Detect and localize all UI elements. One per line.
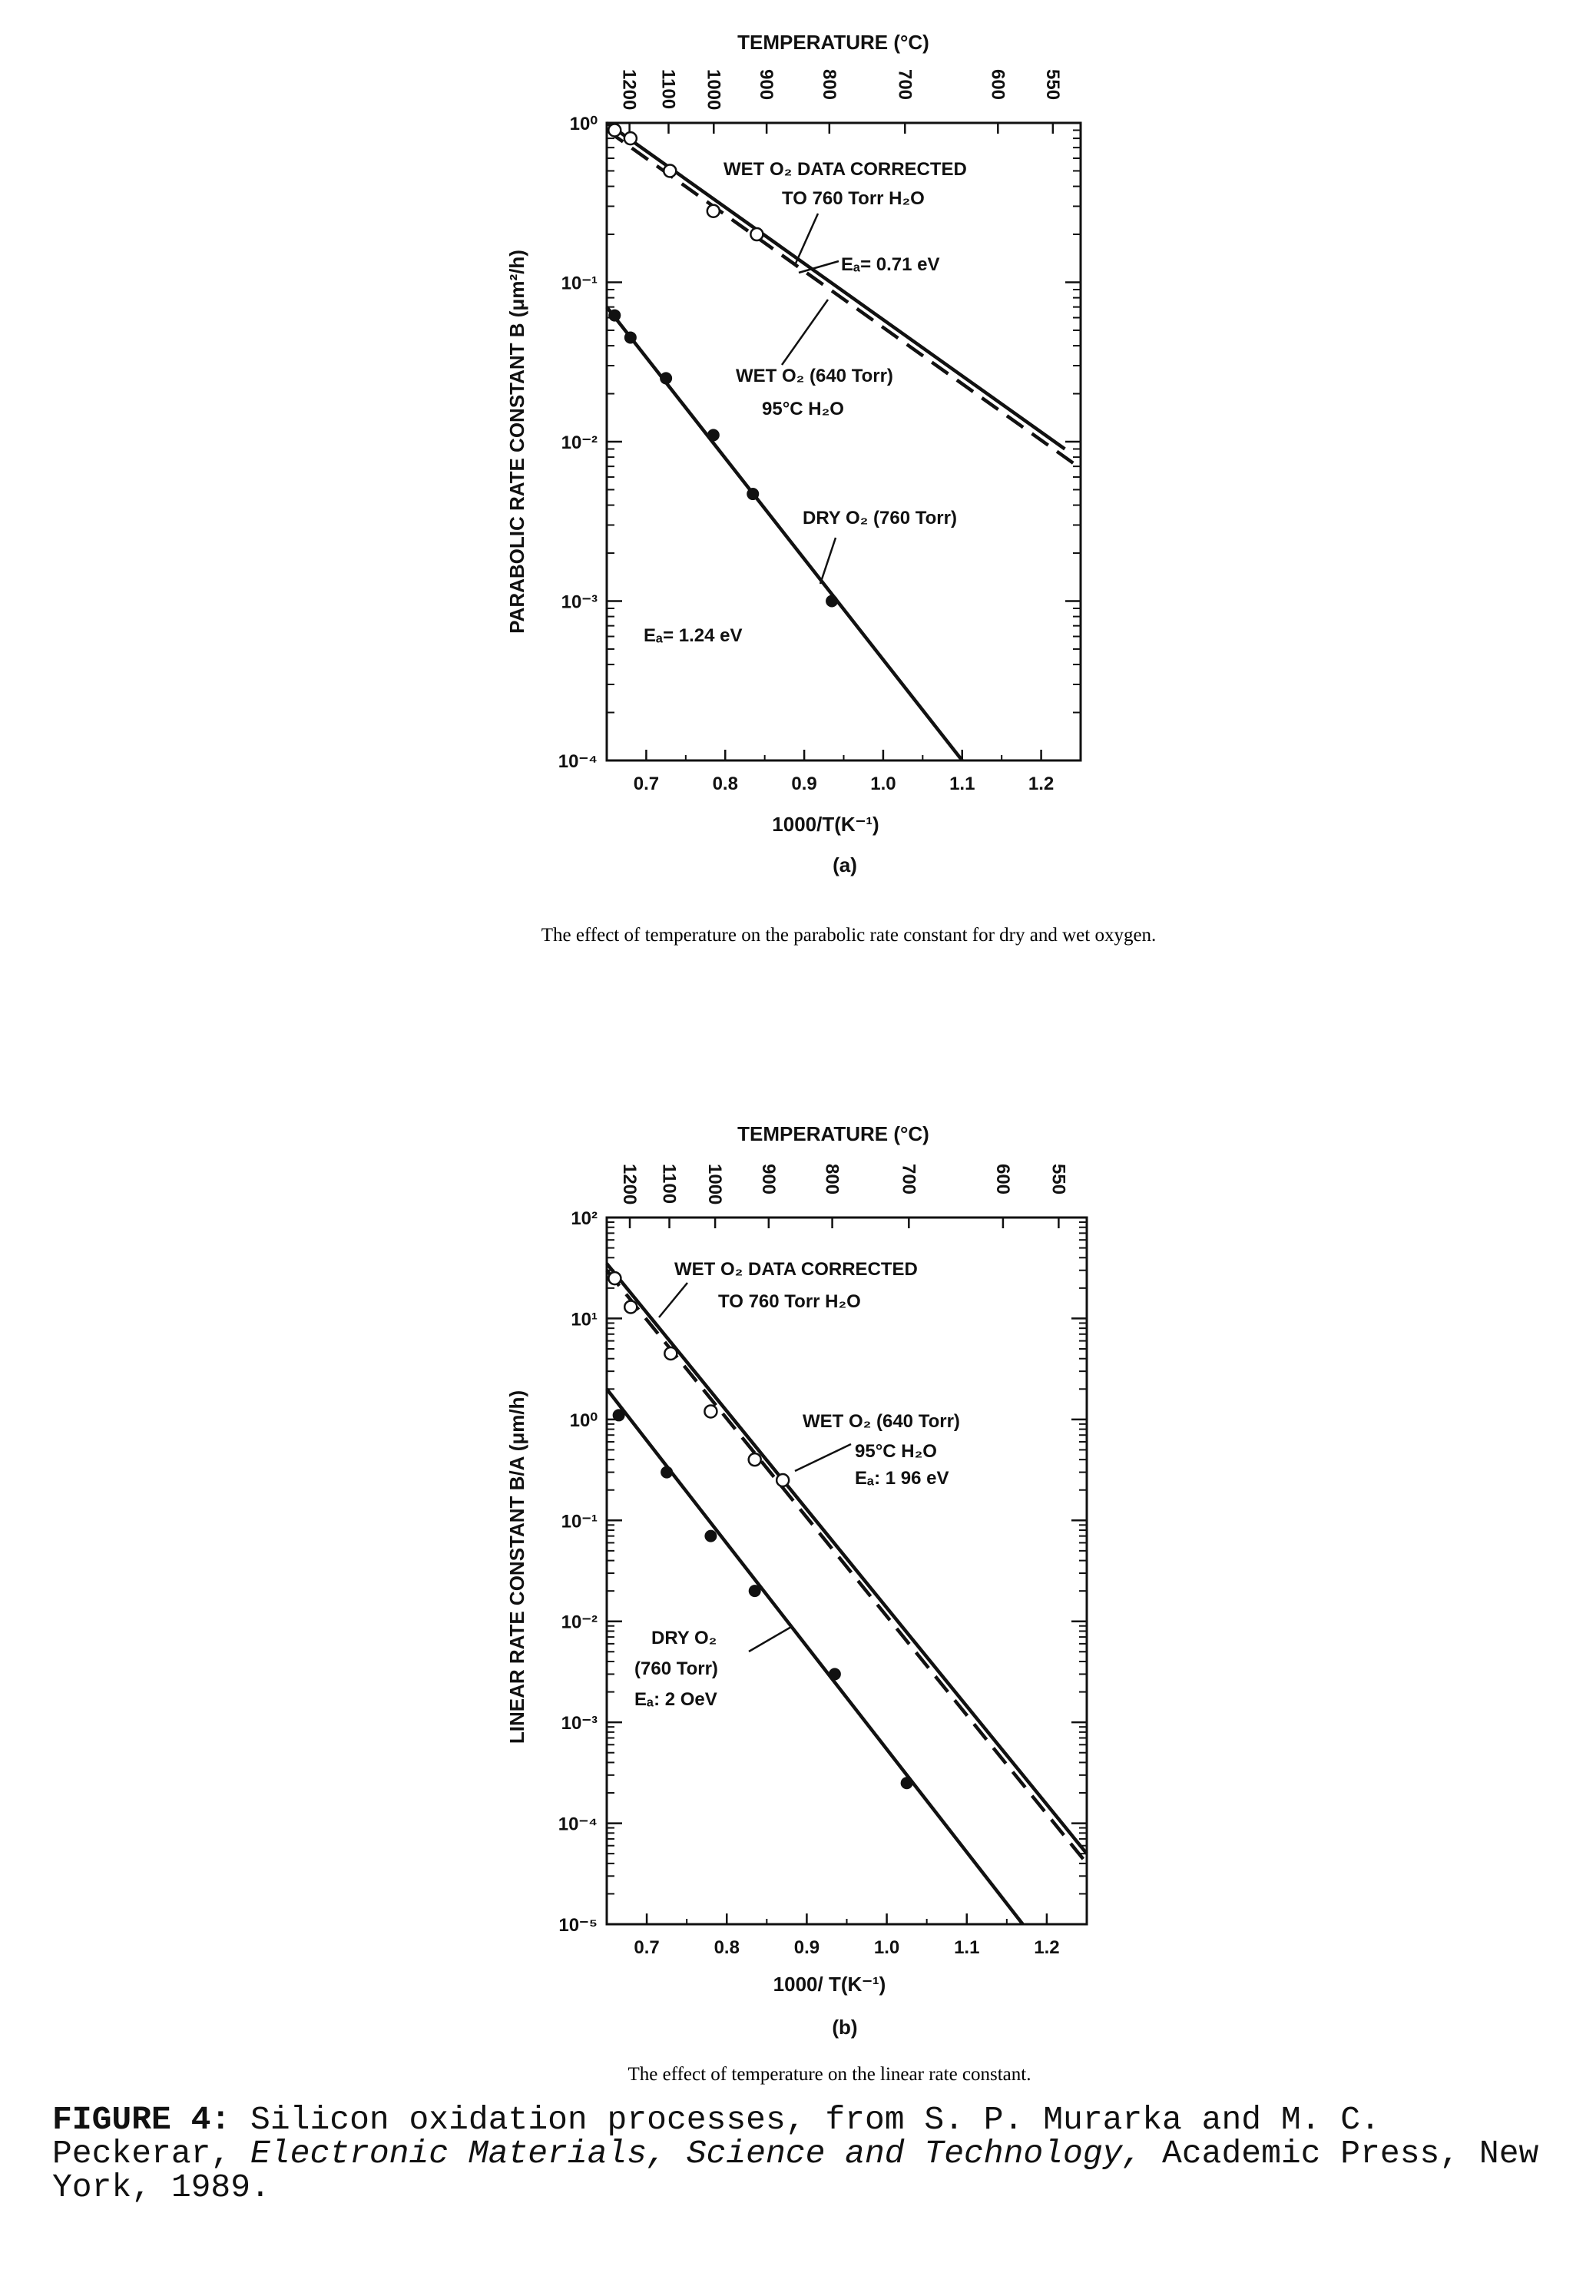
chart-b-wet-data-point: [749, 1453, 761, 1466]
chart-a-annotation-wet-corrected-2: TO 760 Torr H₂O: [782, 188, 925, 209]
chart-b-top-tick-label: 1200: [619, 1164, 641, 1205]
chart-b-y-tick-label: 10⁻⁴: [558, 1814, 598, 1835]
chart-b-dry-data-point: [661, 1466, 673, 1479]
chart-a-annotation-wet-640-2: 95°C H₂O: [762, 399, 844, 419]
figure-caption: [52, 2103, 1558, 2205]
chart-a-plot-frame: [607, 123, 1081, 760]
chart-b-y-tick-label: 10⁰: [569, 1410, 598, 1431]
chart-a-dry-data-point: [747, 488, 759, 500]
chart-b-y-tick-label: 10¹: [571, 1309, 598, 1330]
chart-b-dry-data-point: [829, 1668, 841, 1680]
chart-b-annotation-ea-dry: Eₐ: 2 OeV: [634, 1689, 717, 1710]
chart-a-leader-wet-640: [782, 300, 828, 365]
figure-caption-text-2: Academic Press, New York, 1989.: [52, 2135, 1539, 2206]
chart-b: [505, 1122, 1087, 2039]
chart-b-dry-data-point: [901, 1777, 913, 1789]
chart-a-leader-wet-corrected: [795, 214, 818, 265]
chart-a-top-tick-label: 1100: [657, 69, 679, 110]
figure-caption-text-1: Silicon oxidation processes, from S. P. Murarka and M. C. Peckerar,: [52, 2101, 1380, 2172]
chart-b-x-tick-label: 0.8: [714, 1937, 740, 1958]
chart-a-y-tick-label: 10⁻³: [561, 591, 598, 613]
chart-b-wet-data-point: [608, 1272, 621, 1284]
chart-a: [505, 31, 1081, 876]
chart-a-top-tick-label: 600: [987, 69, 1008, 101]
chart-a-top-tick-label: 1200: [618, 69, 640, 111]
chart-b-plot-frame: [607, 1218, 1087, 1924]
chart-a-annotation-ea-dry: Eₐ= 1.24 eV: [644, 625, 743, 646]
chart-b-dry-data-point: [613, 1409, 625, 1421]
chart-b-caption: The effect of temperature on the linear rate constant.: [627, 2064, 1031, 2085]
chart-a-dry-data-point: [707, 429, 720, 441]
chart-a-caption: The effect of temperature on the parabolic rate constant for dry and wet oxygen.: [541, 925, 1157, 946]
chart-a-dry-data-point: [624, 331, 637, 343]
chart-b-x-tick-label: 0.7: [634, 1937, 660, 1958]
chart-b-annotation-dry-2: (760 Torr): [634, 1658, 718, 1679]
chart-b-x-tick-label: 0.9: [793, 1937, 820, 1958]
chart-b-top-tick-label: 1100: [658, 1164, 680, 1204]
chart-a-y-axis-label: PARABOLIC RATE CONSTANT B (μm²/h): [505, 250, 528, 634]
chart-b-marks: [607, 1264, 1087, 1924]
chart-a-wet-data-point: [624, 132, 637, 144]
chart-b-series-line-1: [607, 1264, 1087, 1854]
chart-b-top-tick-label: 600: [992, 1164, 1013, 1195]
chart-b-y-tick-label: 10⁻³: [561, 1713, 598, 1734]
chart-a-x-axis-label: 1000/T(K⁻¹): [772, 813, 879, 836]
chart-a-top-tick-label: 550: [1041, 69, 1063, 101]
chart-a-marks: [607, 123, 1081, 760]
chart-a-annotation-wet-corrected-1: WET O₂ DATA CORRECTED: [723, 159, 967, 180]
chart-b-series-line-2: [607, 1271, 1087, 1864]
chart-a-x-tick-label: 1.2: [1028, 774, 1055, 794]
chart-a-top-tick-label: 1000: [703, 69, 724, 111]
chart-a-y-tick-label: 10⁻²: [561, 432, 598, 453]
chart-a-top-tick-label: 700: [894, 69, 916, 101]
chart-a-leader-dry: [820, 538, 836, 584]
figure-caption-book-title: Electronic Materials, Science and Technology,: [250, 2135, 1143, 2172]
chart-a-annotation-wet-640-1: WET O₂ (640 Torr): [736, 366, 893, 386]
chart-b-dry-data-point: [749, 1585, 761, 1597]
chart-b-top-tick-label: 1000: [704, 1164, 726, 1205]
chart-b-x-axis-label: 1000/ T(K⁻¹): [773, 1973, 886, 1996]
chart-b-top-axis-label: TEMPERATURE (°C): [737, 1122, 929, 1145]
chart-b-y-tick-label: 10⁻²: [561, 1612, 598, 1633]
chart-a-y-tick-label: 10⁰: [569, 114, 598, 134]
chart-b-top-tick-label: 800: [821, 1164, 843, 1195]
chart-b-annotation-dry-1: DRY O₂: [651, 1628, 717, 1648]
chart-b-wet-data-point: [664, 1347, 677, 1360]
chart-a-top-tick-label: 900: [756, 69, 777, 101]
chart-b-annotation-wet-640-2: 95°C H₂O: [855, 1441, 937, 1462]
chart-a-y-tick-label: 10⁻¹: [561, 273, 598, 294]
chart-b-panel-label: (b): [832, 2016, 858, 2039]
chart-a-dry-data-point: [826, 595, 838, 608]
chart-b-leader-dry: [749, 1627, 791, 1652]
chart-b-leader-wet-corrected: [659, 1283, 687, 1317]
chart-b-annotation-ea-wet: Eₐ: 1 96 eV: [855, 1468, 949, 1489]
chart-a-wet-data-point: [750, 228, 763, 240]
chart-b-y-tick-label: 10⁻⁵: [558, 1915, 598, 1936]
chart-b-leader-wet-640: [795, 1444, 851, 1471]
chart-a-x-tick-label: 1.0: [870, 774, 896, 794]
chart-b-y-tick-label: 10²: [571, 1208, 598, 1229]
chart-a-top-tick-label: 800: [818, 69, 839, 101]
chart-b-y-tick-label: 10⁻¹: [561, 1511, 598, 1532]
chart-b-wet-data-point: [776, 1474, 789, 1486]
chart-b-y-axis-label: LINEAR RATE CONSTANT B/A (μm/h): [505, 1390, 528, 1744]
chart-a-dry-data-point: [608, 310, 621, 322]
chart-b-x-tick-label: 1.1: [954, 1937, 980, 1958]
chart-a-annotation-dry: DRY O₂ (760 Torr): [803, 508, 957, 528]
figure-caption-label: FIGURE 4:: [52, 2101, 231, 2139]
chart-a-dry-data-point: [660, 372, 672, 384]
chart-b-ticks: [558, 1164, 1087, 1958]
chart-b-annotation-wet-corrected-1: WET O₂ DATA CORRECTED: [674, 1259, 918, 1280]
chart-a-wet-data-point: [608, 124, 621, 136]
chart-b-wet-data-point: [624, 1300, 637, 1313]
chart-a-x-tick-label: 0.8: [712, 774, 738, 794]
chart-b-x-tick-label: 1.2: [1034, 1937, 1060, 1958]
chart-b-annotation-wet-corrected-2: TO 760 Torr H₂O: [718, 1291, 861, 1312]
chart-a-wet-data-point: [707, 205, 720, 217]
chart-a-panel-label: (a): [833, 853, 857, 876]
chart-a-wet-data-point: [664, 164, 676, 177]
chart-a-x-tick-label: 1.1: [949, 774, 975, 794]
chart-b-top-tick-label: 900: [757, 1164, 779, 1195]
chart-b-wet-data-point: [704, 1405, 717, 1417]
chart-b-dry-data-point: [704, 1530, 717, 1542]
chart-a-top-axis-label: TEMPERATURE (°C): [737, 31, 929, 54]
chart-a-annotation-ea-wet: Eₐ= 0.71 eV: [841, 254, 940, 275]
chart-a-x-tick-label: 0.9: [791, 774, 817, 794]
chart-b-x-tick-label: 1.0: [873, 1937, 900, 1958]
chart-b-annotation-wet-640-1: WET O₂ (640 Torr): [803, 1411, 960, 1432]
chart-b-top-tick-label: 700: [898, 1164, 919, 1195]
chart-a-x-tick-label: 0.7: [633, 774, 660, 794]
chart-b-top-tick-label: 550: [1048, 1164, 1069, 1195]
chart-a-y-tick-label: 10⁻⁴: [558, 751, 598, 772]
